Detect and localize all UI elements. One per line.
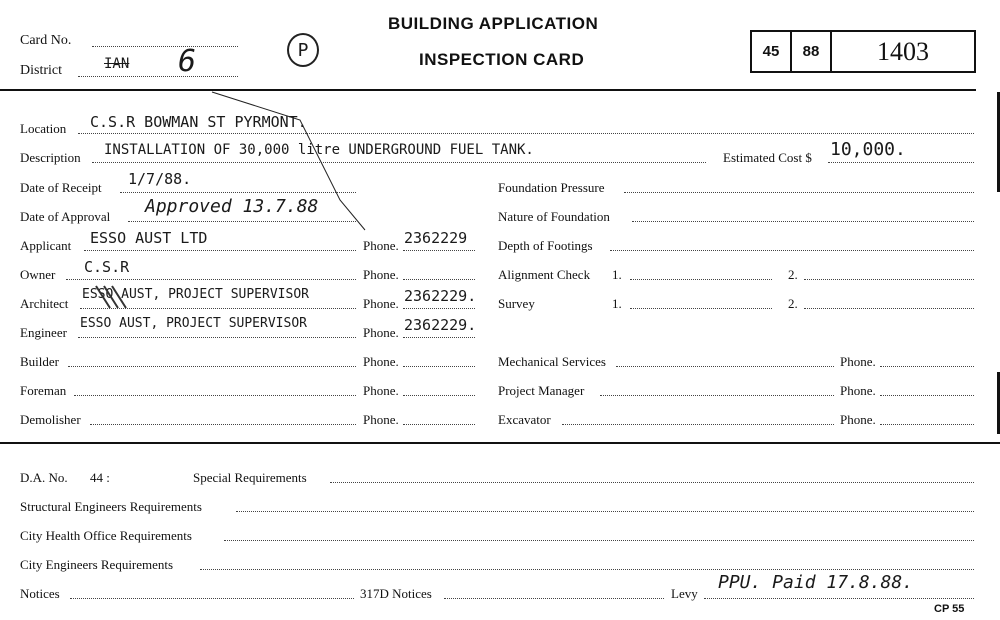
date-of-approval-value: Approved 13.7.88 xyxy=(145,196,319,217)
district-struck-value: IAN xyxy=(104,56,130,72)
form-code: CP 55 xyxy=(934,603,965,615)
architect-phone-label: Phone. xyxy=(363,296,399,311)
levy-value: PPU. Paid 17.8.88. xyxy=(718,572,914,593)
levy-label: Levy xyxy=(671,586,698,601)
owner-phone-label: Phone. xyxy=(363,267,399,282)
demolisher-label: Demolisher xyxy=(20,412,81,427)
circled-p-mark: P xyxy=(287,33,319,67)
notices-label: Notices xyxy=(20,586,60,601)
applicant-phone-value: 2362229 xyxy=(404,229,468,247)
engineer-value: ESSO AUST, PROJECT SUPERVISOR xyxy=(80,316,307,331)
survey-1-label: 1. xyxy=(612,296,622,311)
applicant-value: ESSO AUST LTD xyxy=(90,229,208,247)
box-cell-number: 1403 xyxy=(877,36,929,66)
estimated-cost-label: Estimated Cost $ xyxy=(723,150,812,165)
notices-317d-label: 317D Notices xyxy=(360,586,432,601)
district-value: 6 xyxy=(178,44,197,79)
architect-phone-value: 2362229. xyxy=(404,287,477,305)
location-value: C.S.R BOWMAN ST PYRMONT. xyxy=(90,113,307,131)
survey-2-label: 2. xyxy=(788,296,798,311)
foreman-label: Foreman xyxy=(20,383,67,398)
engineer-label: Engineer xyxy=(20,325,67,340)
alignment-check-2-label: 2. xyxy=(788,267,798,282)
alignment-check-1-label: 1. xyxy=(612,267,622,282)
da-no-label: D.A. No. xyxy=(20,470,68,485)
city-health-label: City Health Office Requirements xyxy=(20,528,192,543)
architect-label: Architect xyxy=(20,296,69,311)
survey-label: Survey xyxy=(498,296,535,311)
city-engineers-label: City Engineers Requirements xyxy=(20,557,174,572)
approval-pen-stroke xyxy=(212,92,365,230)
architect-value: ESSO AUST, PROJECT SUPERVISOR xyxy=(82,287,309,302)
demolisher-phone-label: Phone. xyxy=(363,412,399,427)
applicant-label: Applicant xyxy=(20,238,72,253)
mechanical-services-label: Mechanical Services xyxy=(498,354,606,369)
architect-scribble xyxy=(96,286,126,308)
project-manager-label: Project Manager xyxy=(498,383,585,398)
special-requirements-label: Special Requirements xyxy=(193,470,307,485)
box-cell-a: 45 xyxy=(752,32,792,71)
foundation-pressure-label: Foundation Pressure xyxy=(498,180,605,195)
owner-label: Owner xyxy=(20,267,56,282)
alignment-check-label: Alignment Check xyxy=(498,267,591,282)
da-no-value: 44 : xyxy=(90,470,110,485)
excavator-label: Excavator xyxy=(498,412,551,427)
foreman-phone-label: Phone. xyxy=(363,383,399,398)
structural-engineers-label: Structural Engineers Requirements xyxy=(20,499,202,514)
date-of-receipt-label: Date of Receipt xyxy=(20,180,102,195)
nature-of-foundation-label: Nature of Foundation xyxy=(498,209,610,224)
depth-of-footings-label: Depth of Footings xyxy=(498,238,593,253)
location-label: Location xyxy=(20,121,67,136)
builder-phone-label: Phone. xyxy=(363,354,399,369)
excavator-phone-label: Phone. xyxy=(840,412,876,427)
title-line-2: INSPECTION CARD xyxy=(419,50,585,69)
description-value: INSTALLATION OF 30,000 litre UNDERGROUND FUEL TANK. xyxy=(104,142,534,158)
engineer-phone-value: 2362229. xyxy=(404,316,477,334)
estimated-cost-value: 10,000. xyxy=(830,139,906,160)
engineer-phone-label: Phone. xyxy=(363,325,399,340)
owner-value: C.S.R xyxy=(84,258,130,276)
district-label: District xyxy=(20,63,62,78)
box-cell-b: 88 xyxy=(792,32,832,71)
card-no-label: Card No. xyxy=(20,33,72,48)
project-manager-phone-label: Phone. xyxy=(840,383,876,398)
description-label: Description xyxy=(20,150,81,165)
date-of-receipt-value: 1/7/88. xyxy=(128,170,192,188)
date-of-approval-label: Date of Approval xyxy=(20,209,111,224)
applicant-phone-label: Phone. xyxy=(363,238,399,253)
title-line-1: BUILDING APPLICATION xyxy=(388,14,599,33)
mechanical-services-phone-label: Phone. xyxy=(840,354,876,369)
builder-label: Builder xyxy=(20,354,59,369)
